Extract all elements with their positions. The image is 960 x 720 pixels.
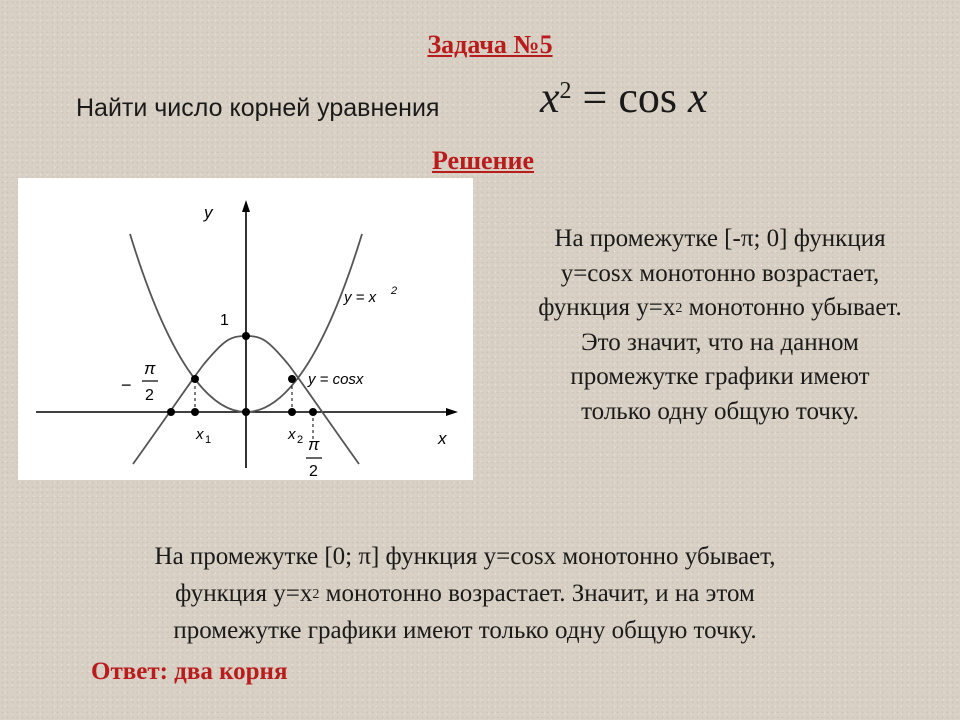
right-line-3b: монотонно убывает.	[682, 294, 902, 321]
equation-rhs: = cos	[582, 73, 677, 122]
right-line-5: промежутке графики имеют	[570, 363, 870, 390]
minus-sign: −	[121, 375, 132, 395]
bottom-line-2b: монотонно возрастает. Значит, и на этом	[319, 580, 755, 607]
right-line-2: у=cosx монотонно возрастает,	[560, 259, 880, 287]
right-line-4: Это значит, что на данном	[581, 328, 859, 356]
parabola-label-exponent: 2	[391, 285, 398, 297]
bottom-explanation	[60, 538, 870, 649]
bottom-line-3: промежутке графики имеют только одну общую точку.	[173, 617, 757, 644]
pi-numerator-left: π	[144, 359, 156, 378]
equation-lhs-var: x	[540, 73, 560, 122]
y-axis-label: y	[204, 203, 213, 222]
x-axis-label: x	[438, 429, 447, 448]
bottom-line-2a: функция у=х	[175, 580, 313, 607]
x2-label: x	[288, 426, 296, 443]
intersection-right	[288, 375, 296, 383]
point-minus-pi-half	[167, 408, 175, 416]
equation-rhs-var: x	[688, 73, 708, 122]
one-label: 1	[220, 312, 229, 329]
point-pi-half	[309, 408, 317, 416]
x1-label: x	[196, 426, 204, 443]
point-one	[242, 332, 250, 340]
denominator-left: 2	[145, 387, 154, 404]
x2-subscript: 2	[297, 434, 304, 446]
denominator-right: 2	[309, 463, 318, 480]
task-text: Найти число корней уравнения	[76, 94, 440, 122]
answer-text: Ответ: два корня	[91, 658, 288, 685]
task-title: Задача №5	[427, 30, 553, 59]
bottom-line-2	[60, 575, 870, 612]
bottom-line-2-sup: 2	[312, 587, 320, 602]
equation-exponent: 2	[559, 78, 572, 104]
y-axis-arrow	[242, 200, 250, 212]
equation	[540, 72, 708, 123]
cosine-label: y = cosx	[308, 371, 364, 388]
point-origin	[242, 408, 250, 416]
intersection-left	[191, 375, 199, 383]
right-line-3-sup: 2	[675, 301, 683, 316]
point-x2	[288, 408, 296, 416]
right-line-3a: функция у=х	[538, 294, 676, 321]
right-explanation	[478, 222, 960, 429]
right-line-6: только одну общую точку.	[581, 397, 859, 425]
bottom-line-1: На промежутке [0; π] функция у=cosx монотонно убывает,	[154, 543, 776, 570]
x-axis-arrow	[446, 408, 458, 416]
parabola-label: y = x	[344, 289, 377, 306]
solution-heading: Решение	[432, 146, 535, 175]
x1-subscript: 1	[205, 434, 212, 446]
graph-svg	[18, 178, 473, 480]
right-line-3	[478, 291, 960, 326]
function-graph	[18, 178, 473, 480]
point-x1	[191, 408, 199, 416]
pi-numerator-right: π	[308, 435, 320, 454]
right-line-1: На промежутке [-π; 0] функция	[554, 225, 886, 252]
